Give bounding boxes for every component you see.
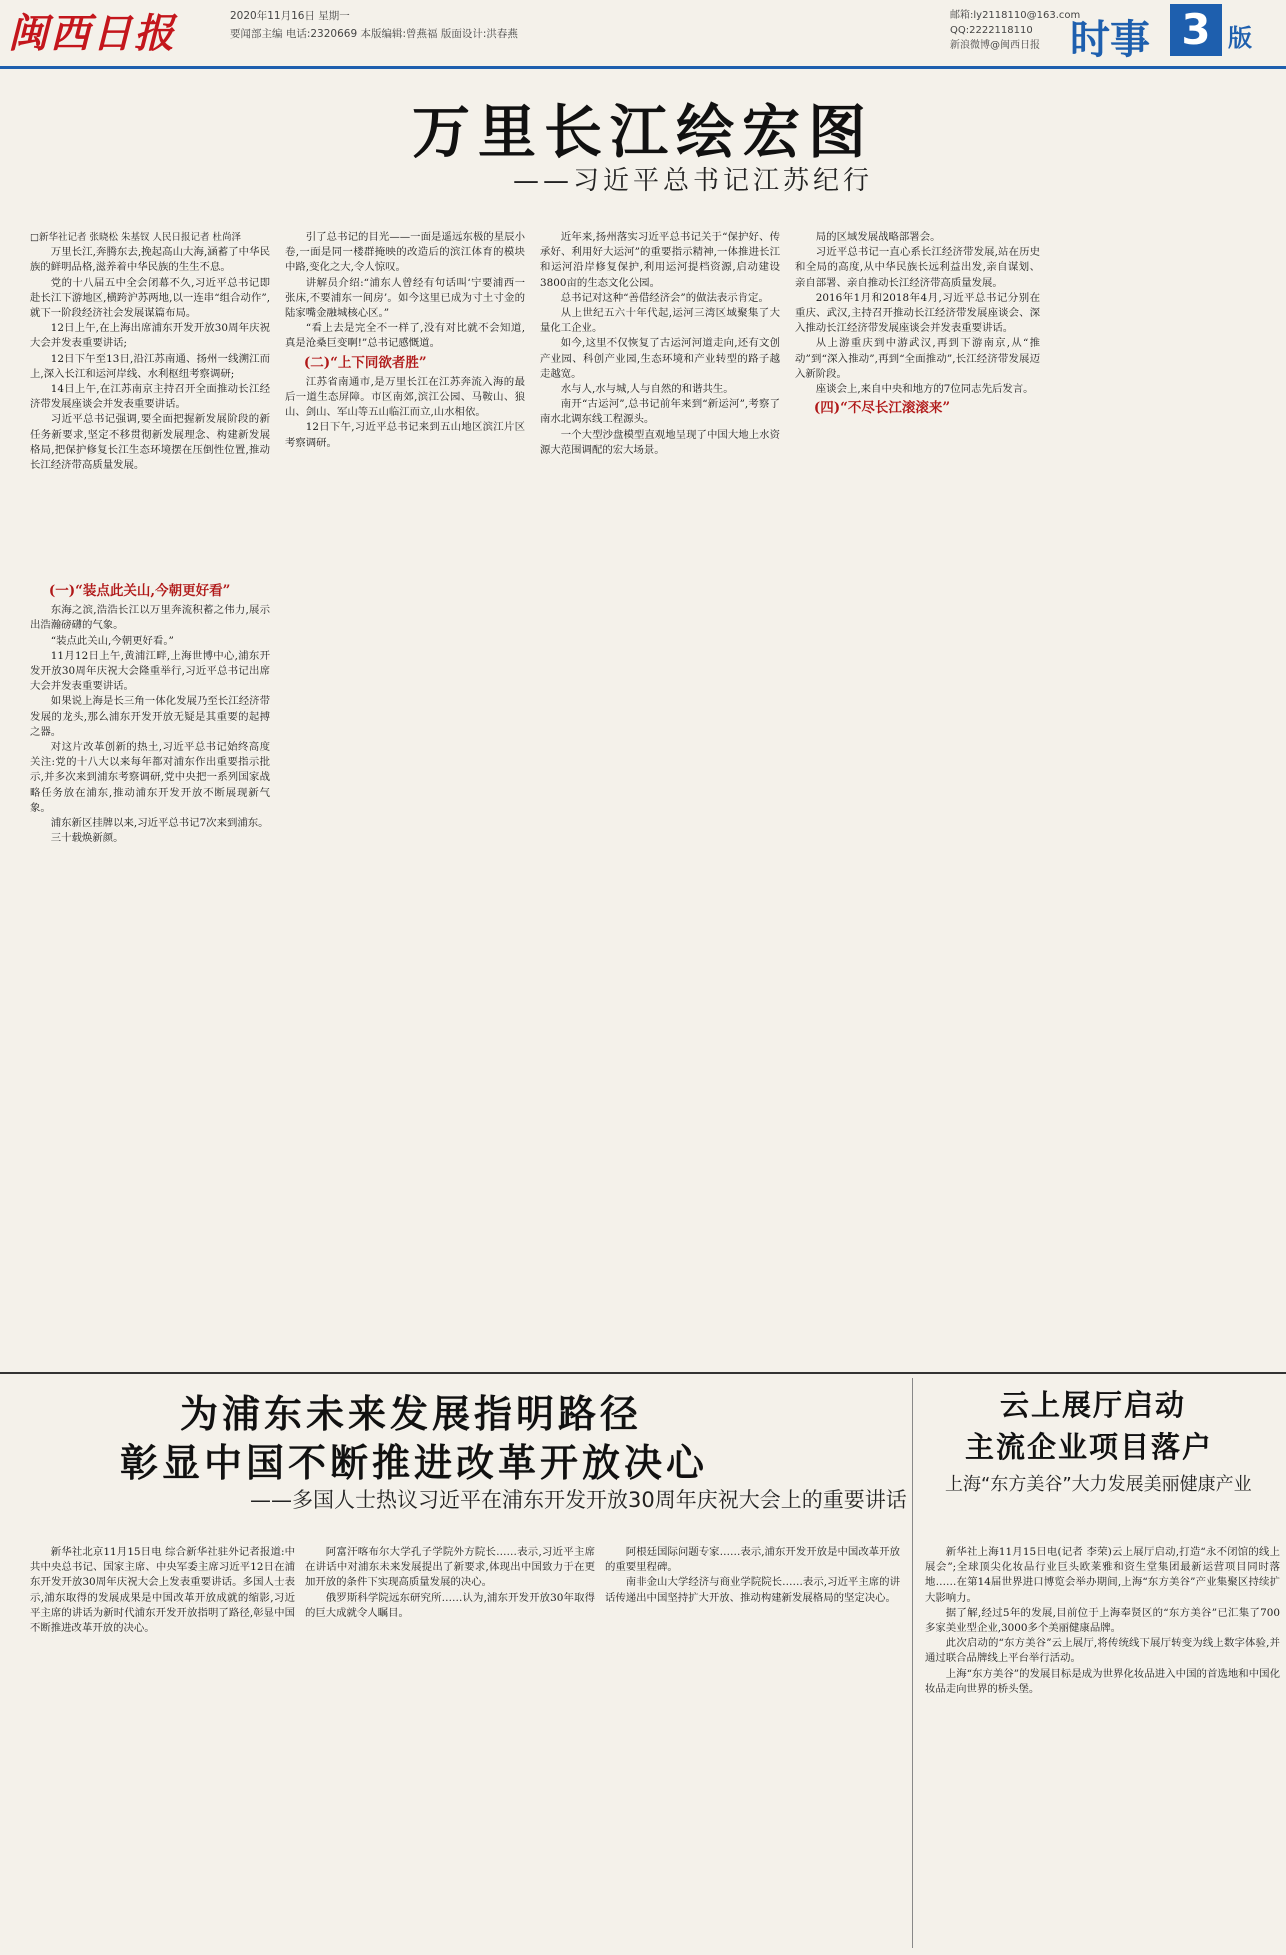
paragraph: 引了总书记的目光——一面是遥远东极的星辰小卷,一面是同一楼群掩映的改造后的滨江体育的模块中路,变化之大,令人惊叹。 (285, 231, 525, 274)
page-suffix: 版 (1228, 24, 1252, 52)
text-column (605, 1545, 900, 1945)
byline: □新华社记者 张晓松 朱基钗 人民日报记者 杜尚泽 (30, 232, 242, 243)
paragraph: 万里长江,奔腾东去,挽起高山大海,涵蓄了中华民族的鲜明品格,滋养着中华民族的生生不息。 (30, 246, 270, 274)
paragraph: 东海之滨,浩浩长江以万里奔流积蓄之伟力,展示出浩瀚磅礴的气象。 (30, 604, 270, 632)
pudong-subheadline: ——多国人士热议习近平在浦东开发开放30周年庆祝大会上的重要讲话 (250, 1488, 907, 1512)
paragraph: 14日上午,在江苏南京主持召开全面推动长江经济带发展座谈会并发表重要讲话。 (30, 383, 270, 411)
paragraph: 江苏省南通市,是万里长江在江苏奔流入海的最后一道生态屏障。市区南郊,滨江公园、马鞍山、狼山、剑山、军山等五山临江而立,山水相依。 (285, 375, 525, 419)
paragraph: 党的十八届五中全会闭幕不久,习近平总书记即赴长江下游地区,横跨沪苏两地,以一连串“组合动作”,就下一阶段经济社会发展谋篇布局。 (30, 276, 270, 320)
contact-info (950, 8, 1080, 53)
editor-line: 要闻部主编 电话:2320669 本版编辑:曾燕福 版面设计:洪春燕 (230, 28, 518, 40)
paragraph: 一个大型沙盘模型直观地呈现了中国大地上水资源大范围调配的宏大场景。 (540, 428, 780, 456)
paragraph: 12日下午至13日,沿江苏南通、扬州一线溯江而上,深入长江和运河岸线、水利枢纽考察调研; (30, 352, 270, 380)
text-column (30, 230, 270, 560)
contact-wechat: 新浪微博@闽西日报 (950, 40, 1040, 51)
paragraph: 如果说上海是长三角一体化发展乃至长江经济带发展的龙头,那么浦东开发开放无疑是其重要的起搏之器。 (30, 695, 270, 738)
paragraph: 习近平总书记一直心系长江经济带发展,站在历史和全局的高度,从中华民族长远利益出发,亲自谋划、亲自部署、亲自推动长江经济带高质量发展。 (795, 246, 1040, 289)
issue-date: 2020年11月16日 星期一 (230, 10, 350, 22)
paragraph: 2016年1月和2018年4月,习近平总书记分别在重庆、武汉,主持召开推动长江经济带发展座谈会、深入推动长江经济带发展座谈会并发表重要讲话。 (795, 291, 1040, 335)
paragraph: 从上游重庆到中游武汉,再到下游南京,从“推动”到“深入推动”,再到“全面推动”,长江经济带发展迈入新阶段。 (795, 337, 1040, 380)
paragraph: 南开“古运河”,总书记前年来到“新运河”,考察了南水北调东线工程源头。 (540, 398, 780, 426)
paragraph: 俄罗斯科学院远东研究所……认为,浦东开发开放30年取得的巨大成就令人瞩目。 (305, 1591, 595, 1619)
paragraph: “装点此关山,今朝更好看。” (50, 634, 174, 647)
paragraph: 上海“东方美谷”的发展目标是成为世界化妆品进入中国的首选地和中国化妆品走向世界的桥头堡。 (925, 1667, 1280, 1695)
section-subhead: (四)“不尽长江滚滚来” (813, 400, 951, 417)
paragraph: 阿根廷国际问题专家……表示,浦东开发开放是中国改革开放的重要里程碑。 (605, 1546, 900, 1574)
contact-qq: QQ:2222118110 (950, 25, 1033, 36)
paragraph: 浦东新区挂牌以来,习近平总书记7次来到浦东。 (50, 817, 269, 830)
paragraph: 局的区域发展战略部署会。 (815, 231, 941, 243)
paragraph: 此次启动的“东方美谷”云上展厅,将传统线下展厅转变为线上数字体验,并通过联合品牌线上平台举行活动。 (925, 1637, 1280, 1665)
paragraph: 讲解员介绍:“浦东人曾经有句话叫‘宁要浦西一张床,不要浦东一间房’。如今这里已成为寸土寸金的陆家嘴金融城核心区。” (285, 276, 525, 320)
paragraph: 习近平总书记强调,要全面把握新发展阶段的新任务新要求,坚定不移贯彻新发展理念、构建新发展格局,把保护修复长江生态环境摆在压倒性位置,推动长江经济带高质量发展。 (30, 413, 270, 472)
story-divider (0, 1372, 1286, 1374)
paragraph: 12日下午,习近平总书记来到五山地区滨江片区考察调研。 (285, 421, 525, 449)
masthead (0, 0, 1286, 72)
paragraph: 12日上午,在上海出席浦东开发开放30周年庆祝大会并发表重要讲话; (30, 322, 270, 350)
paragraph: 阿富汗喀布尔大学孔子学院外方院长……表示,习近平主席在讲话中对浦东未来发展提出了新要求,体现出中国致力于在更加开放的条件下实现高质量发展的决心。 (305, 1546, 595, 1589)
paragraph: 南非金山大学经济与商业学院院长……表示,习近平主席的讲话传递出中国坚持扩大开放、推动构建新发展格局的坚定决心。 (605, 1576, 900, 1604)
text-column (285, 230, 525, 1360)
main-subheadline: ——习近平总书记江苏纪行 (512, 166, 873, 196)
story-column-divider (912, 1378, 913, 1948)
main-headline: 万里长江绘宏图 (411, 98, 874, 166)
section-subhead: (二)“上下同欲者胜” (303, 354, 427, 371)
text-column (305, 1545, 595, 1945)
paragraph: 总书记对这种“善借经济会”的做法表示肯定。 (560, 291, 769, 304)
pudong-headline-line2: 彰显中国不断推进改革开放决心 (120, 1440, 709, 1485)
text-column (795, 230, 1040, 1360)
page-number-badge: 3 (1170, 4, 1222, 56)
paragraph: 据了解,经过5年的发展,目前位于上海奉贤区的“东方美谷”已汇集了700多家美业型企业,3000多个美丽健康品牌。 (925, 1606, 1280, 1635)
paragraph: 新华社上海11月15日电(记者 李荣)云上展厅启动,打造“永不闭馆的线上展会”;全球顶尖化妆品行业巨头欧莱雅和资生堂集团最新运营项目同时落地……在第14届世界进口博览会举办期间,上海“东方美谷”产业集聚区持续扩大影响力。 (925, 1546, 1280, 1604)
paragraph: 如今,这里不仅恢复了古运河河道走向,还有文创产业园、科创产业园,生态环境和产业转型的路子越走越宽。 (540, 337, 780, 380)
paragraph: 11月12日上午,黄浦江畔,上海世博中心,浦东开发开放30周年庆祝大会隆重举行,习近平总书记出席大会并发表重要讲话。 (30, 649, 270, 693)
paragraph: “看上去是完全不一样了,没有对比就不会知道,真是沧桑巨变啊!”总书记感慨道。 (285, 322, 525, 350)
paragraph: 三十载焕新颜。 (50, 832, 124, 845)
cloud-headline-line2: 主流企业项目落户 (965, 1430, 1214, 1464)
pudong-headline-line1: 为浦东未来发展指明路径 (180, 1391, 643, 1436)
section-subhead: (一)“装点此关山,今朝更好看” (48, 583, 231, 599)
masthead-rule (0, 66, 1286, 69)
text-column (30, 1545, 295, 1945)
section-title: 时事 (1070, 17, 1150, 63)
newspaper-logo: 闽西日报 (8, 10, 176, 57)
paragraph: 近年来,扬州落实习近平总书记关于“保护好、传承好、利用好大运河”的重要指示精神,一体推进长江和运河沿岸修复保护,利用运河提档资源,启动建设3800亩的生态文化公园。 (540, 231, 780, 289)
text-column (925, 1545, 1280, 1945)
paragraph: 新华社北京11月15日电 综合新华社驻外记者报道:中共中央总书记、国家主席、中央军委主席习近平12日在浦东开发开放30周年庆祝大会上发表重要讲话。多国人士表示,浦东取得的发展成果是中国改革开放成就的缩影,习近平主席的讲话为新时代浦东开发开放指明了路径,彰显中国不断推进改革开放的决心。 (30, 1546, 295, 1635)
cloud-subheadline: 上海“东方美谷”大力发展美丽健康产业 (945, 1474, 1252, 1495)
text-column (540, 230, 780, 1360)
text-column (30, 580, 270, 1360)
cloud-headline-line1: 云上展厅启动 (1000, 1388, 1187, 1422)
paragraph: 对这片改革创新的热土,习近平总书记始终高度关注:党的十八大以来每年都对浦东作出重要指示批示,并多次来到浦东考察调研,党中央把一系列国家战略任务放在浦东,推动浦东开发开放不断展现新气象。 (30, 741, 270, 814)
paragraph: 座谈会上,来自中央和地方的7位同志先后发言。 (815, 383, 1034, 396)
contact-email: 邮箱:ly2118110@163.com (950, 10, 1081, 21)
paragraph: 水与人,水与城,人与自然的和谐共生。 (560, 383, 734, 396)
paragraph: 从上世纪五六十年代起,运河三湾区域聚集了大量化工企业。 (540, 307, 780, 335)
